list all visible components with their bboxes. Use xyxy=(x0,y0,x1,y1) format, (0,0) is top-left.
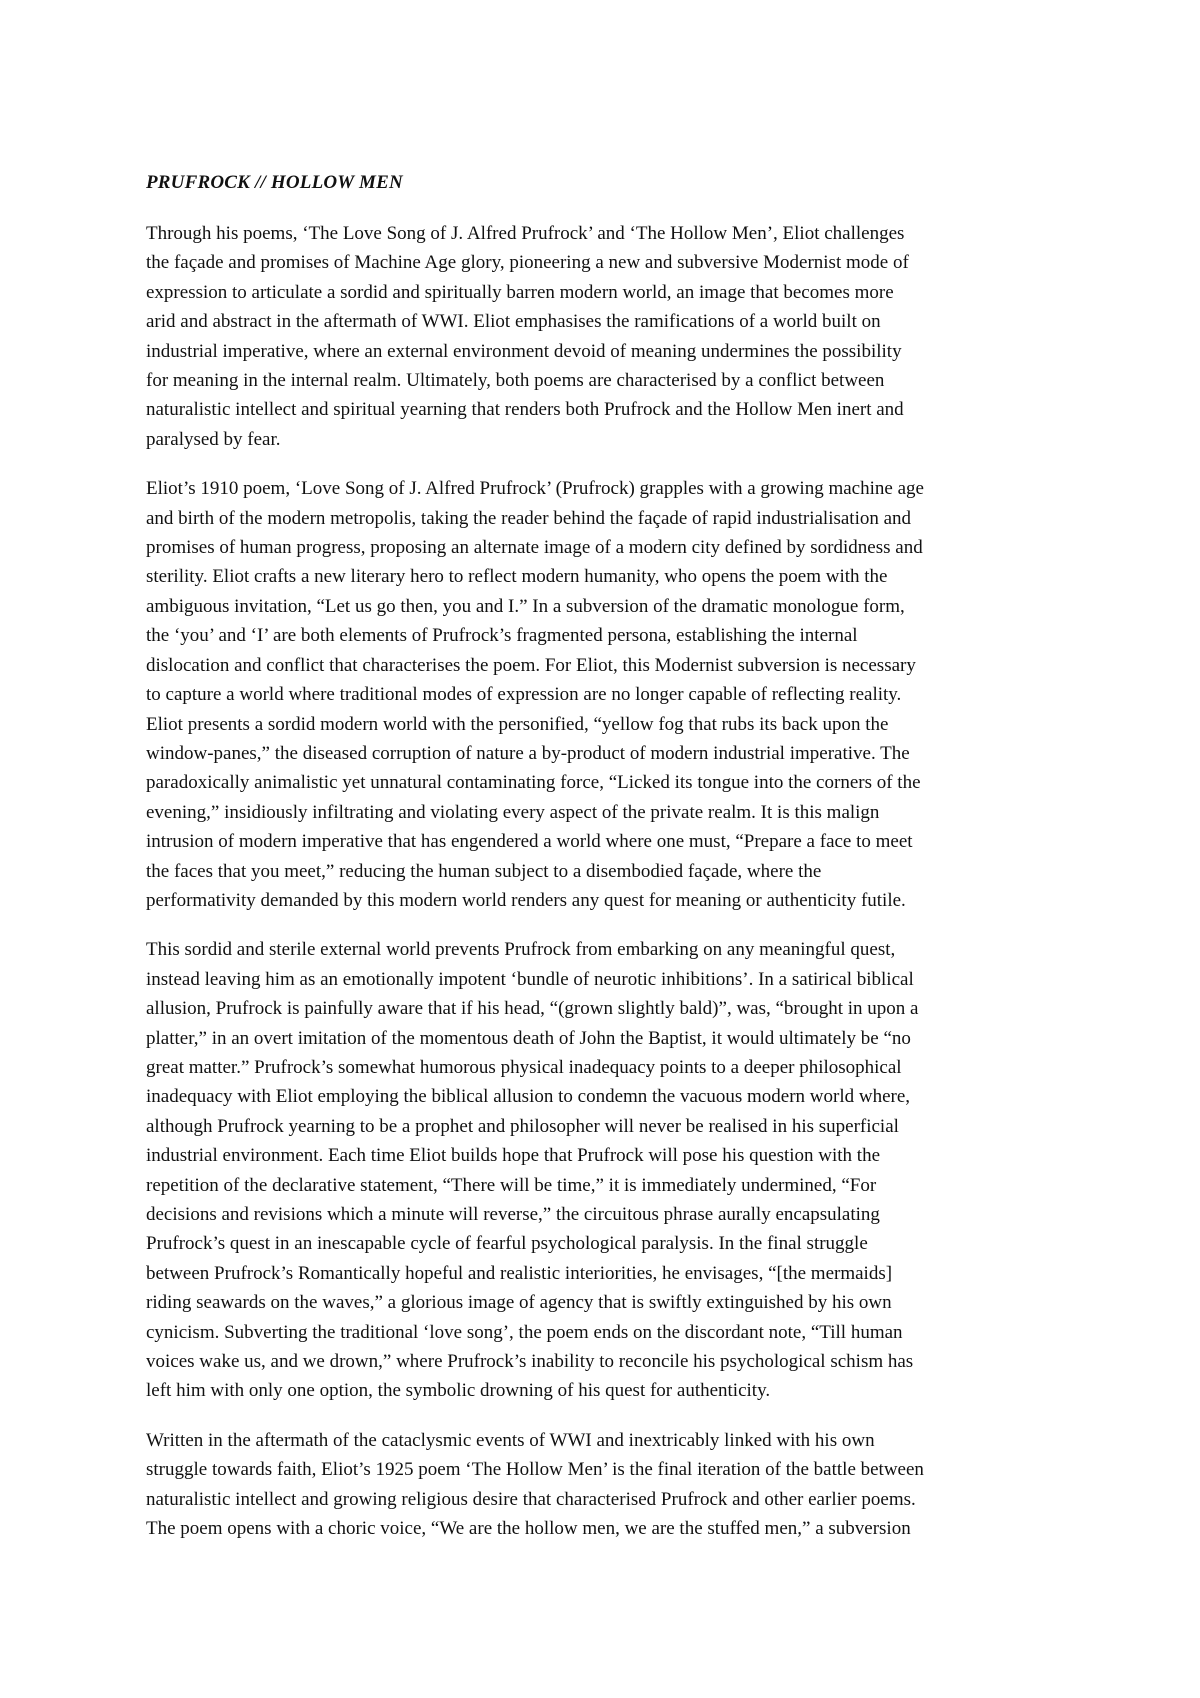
text-line: Written in the aftermath of the cataclysmic events of WWI and inextricably linked with his own xyxy=(146,1429,875,1451)
text-line: Eliot presents a sordid modern world with the personified, “yellow fog that rubs its back upon the xyxy=(146,713,889,735)
text-line: expression to articulate a sordid and spiritually barren modern world, an image that becomes more xyxy=(146,281,894,303)
text-line: struggle towards faith, Eliot’s 1925 poem ‘The Hollow Men’ is the final iteration of the battle between xyxy=(146,1459,924,1481)
text-line: industrial environment. Each time Eliot builds hope that Prufrock will pose his question with the xyxy=(146,1145,881,1167)
text-line: naturalistic intellect and spiritual yearning that renders both Prufrock and the Hollow Men inert and xyxy=(146,399,904,421)
text-line: the façade and promises of Machine Age glory, pioneering a new and subversive Modernist mode of xyxy=(146,252,909,274)
paragraph-intro xyxy=(146,219,1066,454)
text-line: The poem opens with a choric voice, “We are the hollow men, we are the stuffed men,” a subversion xyxy=(146,1518,911,1540)
text-line: Prufrock’s quest in an inescapable cycle of fearful psychological paralysis. In the final struggle xyxy=(146,1233,868,1255)
paragraph-hollow-men xyxy=(146,1426,1066,1544)
text-line: Through his poems, ‘The Love Song of J. Alfred Prufrock’ and ‘The Hollow Men’, Eliot challenges xyxy=(146,223,905,244)
text-line: naturalistic intellect and growing religious desire that characterised Prufrock and other earlier poems. xyxy=(146,1488,916,1510)
paragraph-prufrock-2 xyxy=(146,935,1066,1406)
text-line: dislocation and conflict that characterises the poem. For Eliot, this Modernist subversion is necessary xyxy=(146,654,916,676)
text-line: performativity demanded by this modern world renders any quest for meaning or authenticity futile. xyxy=(146,889,906,911)
text-line: the ‘you’ and ‘I’ are both elements of Prufrock’s fragmented persona, establishing the internal xyxy=(146,625,858,647)
text-line: industrial imperative, where an external environment devoid of meaning undermines the possibility xyxy=(146,340,902,362)
text-line: the faces that you meet,” reducing the human subject to a disembodied façade, where the xyxy=(146,860,822,882)
text-line: to capture a world where traditional modes of expression are no longer capable of reflecting reality. xyxy=(146,684,902,706)
text-line: cynicism. Subverting the traditional ‘love song’, the poem ends on the discordant note, “Till human xyxy=(146,1321,903,1343)
text-line: paradoxically animalistic yet unnatural contaminating force, “Licked its tongue into the corners of the xyxy=(146,772,921,794)
text-line: left him with only one option, the symbolic drowning of his quest for authenticity. xyxy=(146,1380,771,1402)
text-line: although Prufrock yearning to be a prophet and philosopher will never be realised in his superficial xyxy=(146,1115,899,1137)
text-line: decisions and revisions which a minute will reverse,” the circuitous phrase aurally encapsulating xyxy=(146,1204,880,1225)
text-line: promises of human progress, proposing an alternate image of a modern city defined by sordidness and xyxy=(146,537,923,559)
text-line: window-panes,” the diseased corruption of nature a by-product of modern industrial imperative. The xyxy=(146,742,910,764)
text-line: repetition of the declarative statement, “There will be time,” it is immediately undermined, “For xyxy=(146,1174,877,1196)
text-line: riding seawards on the waves,” a glorious image of agency that is swiftly extinguished by his own xyxy=(146,1292,892,1314)
text-line: and birth of the modern metropolis, taking the reader behind the façade of rapid industrialisation and xyxy=(146,507,912,529)
paragraph-prufrock-1 xyxy=(146,474,1066,915)
text-line: Eliot’s 1910 poem, ‘Love Song of J. Alfred Prufrock’ (Prufrock) grapples with a growing machine age xyxy=(146,478,924,500)
text-line: inadequacy with Eliot employing the biblical allusion to condemn the vacuous modern world where, xyxy=(146,1086,911,1108)
text-line: allusion, Prufrock is painfully aware that if his head, “(grown slightly bald)”, was, “brought in upon a xyxy=(146,998,919,1020)
text-line: evening,” insidiously infiltrating and violating every aspect of the private realm. It is this malign xyxy=(146,801,880,823)
document-title: PRUFROCK // HOLLOW MEN xyxy=(146,172,403,193)
text-line: ambiguous invitation, “Let us go then, you and I.” In a subversion of the dramatic monologue form, xyxy=(146,595,905,617)
text-line: This sordid and sterile external world prevents Prufrock from embarking on any meaningful quest, xyxy=(146,939,896,961)
text-line: voices wake us, and we drown,” where Prufrock’s inability to reconcile his psychological schism has xyxy=(146,1351,914,1373)
text-line: paralysed by fear. xyxy=(146,428,281,450)
text-line: intrusion of modern imperative that has engendered a world where one must, “Prepare a face to meet xyxy=(146,831,913,853)
text-line: for meaning in the internal realm. Ultimately, both poems are characterised by a conflict between xyxy=(146,370,885,392)
text-line: great matter.” Prufrock’s somewhat humorous physical inadequacy points to a deeper philosophical xyxy=(146,1056,902,1078)
text-line: instead leaving him as an emotionally impotent ‘bundle of neurotic inhibitions’. In a satirical biblical xyxy=(146,968,914,990)
document-page xyxy=(146,168,1066,1563)
text-line: platter,” in an overt imitation of the momentous death of John the Baptist, it would ultimately be “no xyxy=(146,1027,911,1049)
text-line: arid and abstract in the aftermath of WWI. Eliot emphasises the ramifications of a world built on xyxy=(146,311,881,333)
text-line: between Prufrock’s Romantically hopeful and realistic interiorities, he envisages, “[the mermaids] xyxy=(146,1262,893,1284)
text-line: sterility. Eliot crafts a new literary hero to reflect modern humanity, who opens the poem with the xyxy=(146,566,888,588)
